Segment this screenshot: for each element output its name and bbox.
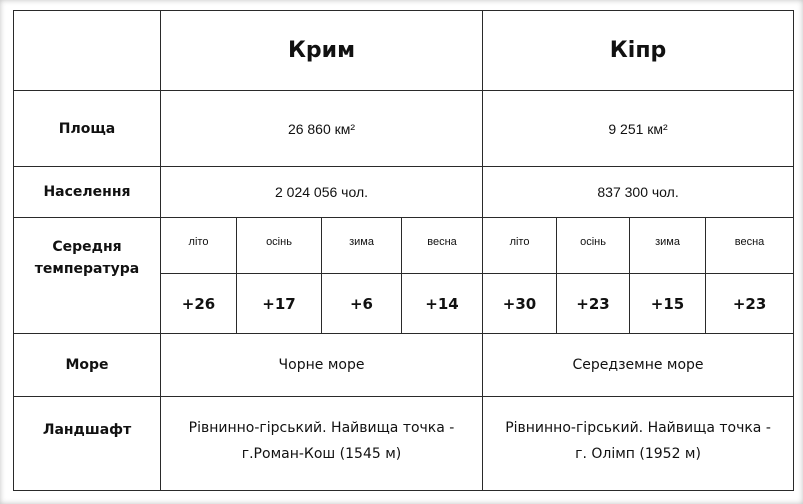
- temp-cyprus-summer: +30: [483, 274, 557, 334]
- area-label: Площа: [14, 91, 161, 167]
- landscape-crimea: [161, 397, 483, 491]
- temperature-label-line2: температура: [34, 261, 140, 277]
- temp-cyprus-winter: +15: [630, 274, 706, 334]
- season-crimea-summer: літо: [161, 218, 237, 274]
- header-row: [14, 11, 794, 91]
- area-cyprus: 9 251 км²: [483, 91, 794, 167]
- landscape-crimea-line2: г.Роман-Кош (1545 м): [241, 446, 402, 462]
- temp-crimea-autumn: +17: [237, 274, 322, 334]
- landscape-crimea-line1: Рівнинно-гірський. Найвища точка -: [188, 420, 455, 436]
- population-row: [14, 167, 794, 218]
- temperature-season-row: [14, 218, 794, 274]
- season-crimea-spring: весна: [402, 218, 483, 274]
- temperature-label-line1: Середня: [52, 239, 122, 255]
- sea-crimea: Чорне море: [161, 334, 483, 397]
- landscape-cyprus-line2: г. Олімп (1952 м): [575, 446, 701, 462]
- header-crimea: Крим: [161, 11, 483, 91]
- area-row: [14, 91, 794, 167]
- temperature-label: [14, 218, 161, 334]
- temp-crimea-winter: +6: [322, 274, 402, 334]
- population-crimea: 2 024 056 чол.: [161, 167, 483, 218]
- population-cyprus: 837 300 чол.: [483, 167, 794, 218]
- landscape-label: Ландшафт: [14, 397, 161, 491]
- season-cyprus-summer: літо: [483, 218, 557, 274]
- landscape-cyprus: [483, 397, 794, 491]
- season-cyprus-autumn: осінь: [557, 218, 630, 274]
- area-crimea: 26 860 км²: [161, 91, 483, 167]
- landscape-cyprus-line1: Рівнинно-гірський. Найвища точка -: [505, 420, 771, 436]
- landscape-row: [14, 397, 794, 491]
- header-empty-cell: [14, 11, 161, 91]
- season-crimea-winter: зима: [322, 218, 402, 274]
- comparison-table: [13, 10, 794, 491]
- population-label: Населення: [14, 167, 161, 218]
- sea-row: [14, 334, 794, 397]
- temp-cyprus-autumn: +23: [557, 274, 630, 334]
- header-cyprus: Кіпр: [483, 11, 794, 91]
- season-crimea-autumn: осінь: [237, 218, 322, 274]
- temp-cyprus-spring: +23: [706, 274, 794, 334]
- season-cyprus-spring: весна: [706, 218, 794, 274]
- sea-cyprus: Середземне море: [483, 334, 794, 397]
- sea-label: Море: [14, 334, 161, 397]
- temp-crimea-summer: +26: [161, 274, 237, 334]
- temp-crimea-spring: +14: [402, 274, 483, 334]
- season-cyprus-winter: зима: [630, 218, 706, 274]
